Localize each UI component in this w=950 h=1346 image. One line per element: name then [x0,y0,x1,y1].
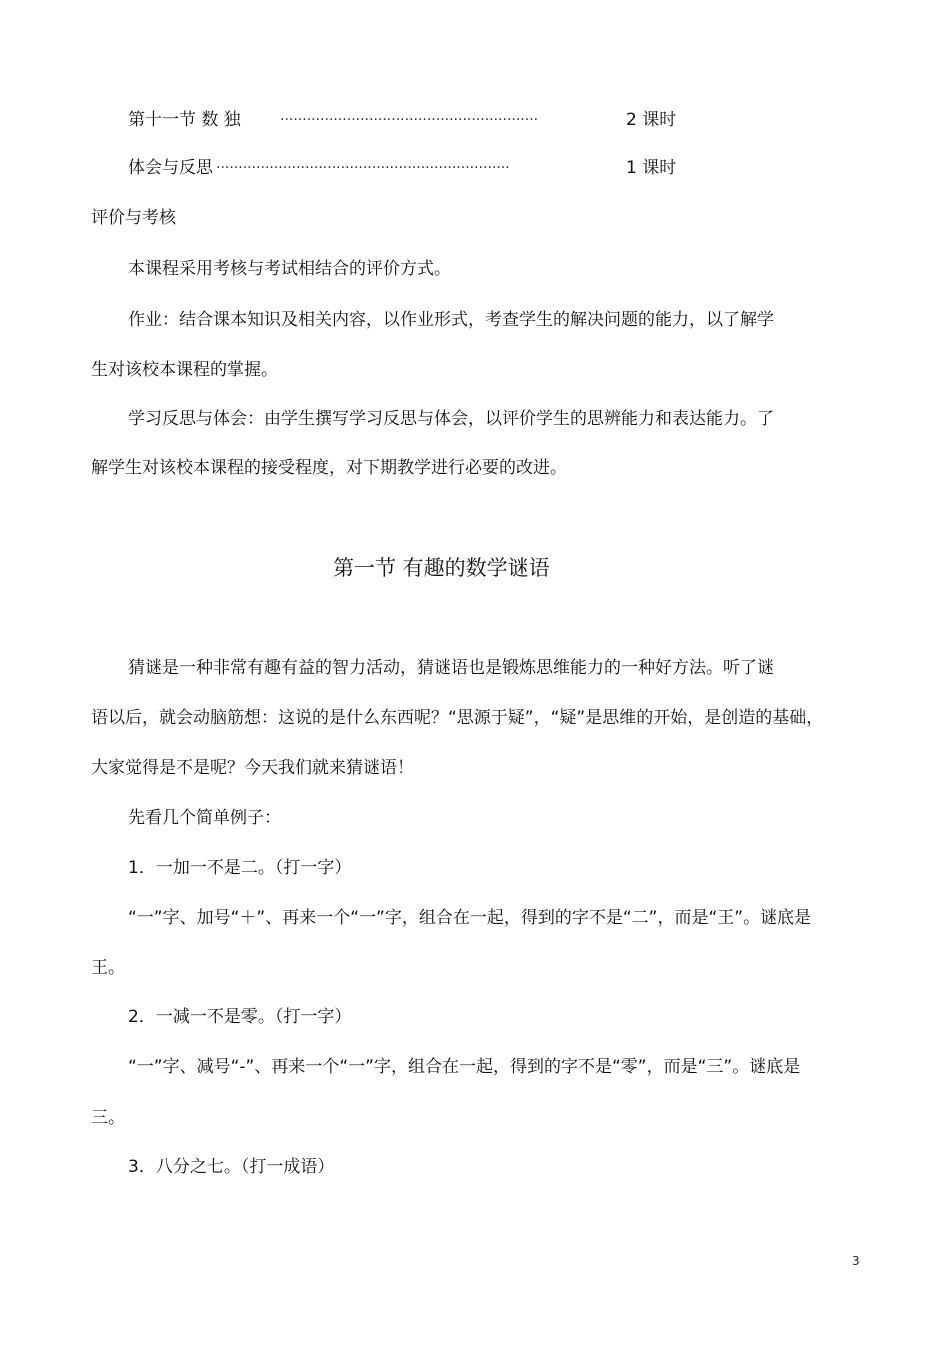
body-paragraph: 语以后，就会动脑筋想：这说的是什么东西呢？“思源于疑”，“疑”是思维的开始，是创造的基础， [91,708,824,728]
toc-title: 第十一节 数 独 [128,110,241,130]
evaluation-heading: 评价与考核 [91,208,176,228]
page-number: 3 [852,1254,860,1268]
evaluation-paragraph: 学习反思与体会：由学生撰写学习反思与体会，以评价学生的思辨能力和表达能力。了 [128,409,774,429]
toc-title: 体会与反思 [128,158,213,178]
evaluation-paragraph: 本课程采用考核与考试相结合的评价方式。 [128,259,451,279]
body-paragraph: 猜谜是一种非常有趣有益的智力活动，猜谜语也是锻炼思维能力的一种好方法。听了谜 [128,658,774,678]
body-paragraph: 大家觉得是不是呢？今天我们就来猜谜语！ [91,758,414,778]
riddle-answer: “一”字、减号“-”、再来一个“一”字，组合在一起，得到的字不是“零”，而是“三”。谜底是 [128,1057,801,1077]
riddle-answer: 三。 [91,1108,125,1128]
riddle-question: 2．一减一不是零。（打一字） [128,1007,352,1027]
riddle-answer: “一”字、加号“＋”、再来一个“一”字，组合在一起，得到的字不是“二”，而是“王”。谜底是 [128,908,812,928]
section-title: 第一节 有趣的数学谜语 [333,556,550,580]
riddle-answer: 王。 [91,958,125,978]
toc-hours: 1 课时 [626,158,677,178]
evaluation-paragraph: 生对该校本课程的掌握。 [91,360,278,380]
evaluation-paragraph: 作业：结合课本知识及相关内容，以作业形式，考查学生的解决问题的能力，以了解学 [128,310,774,330]
toc-dots: ·························································· [280,112,539,128]
riddle-question: 3．八分之七。（打一成语） [128,1157,335,1177]
body-paragraph: 先看几个简单例子： [128,808,281,828]
evaluation-paragraph: 解学生对该校本课程的接受程度，对下期教学进行必要的改进。 [91,458,567,478]
toc-dots: ·································································· [216,160,510,176]
riddle-question: 1．一加一不是二。（打一字） [128,858,352,878]
toc-hours: 2 课时 [626,110,677,130]
